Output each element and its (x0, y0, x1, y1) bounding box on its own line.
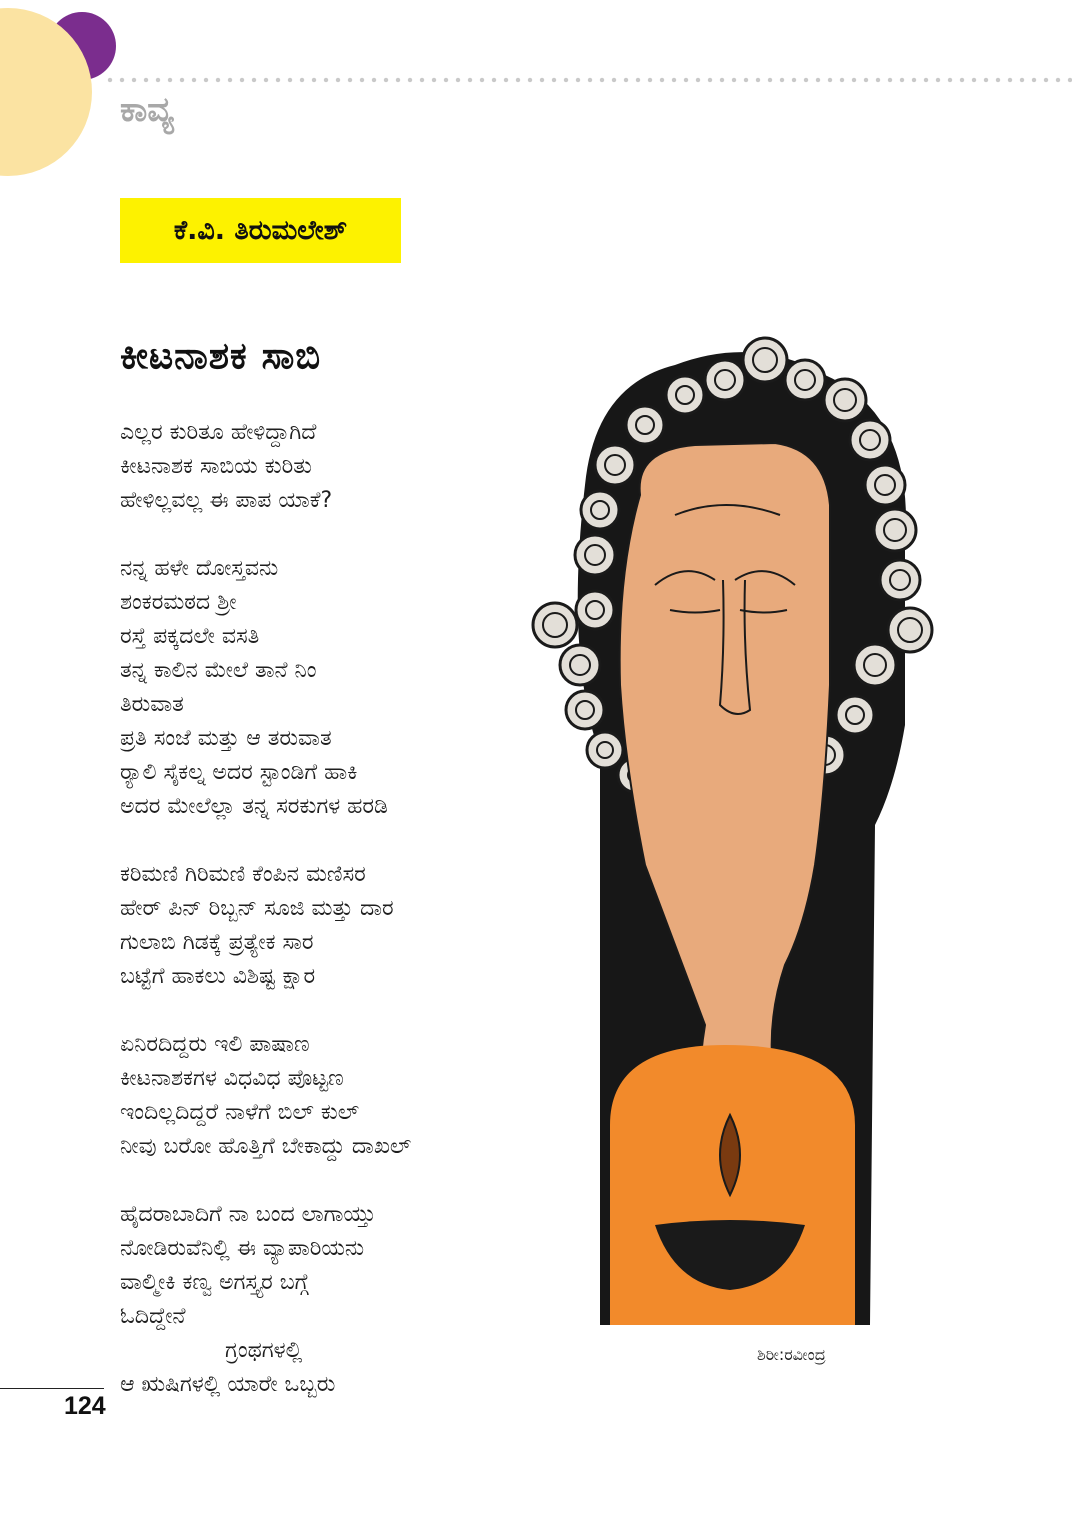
poem-line: ತನ್ನ ಕಾಲಿನ ಮೇಲೆ ತಾನೆ ನಿಂ (120, 658, 317, 683)
page-number: 124 (64, 1392, 106, 1420)
poem-body (120, 416, 540, 1402)
poem-line: ಶಂಕರಮಠದ ಶ್ರೀ (120, 590, 237, 615)
stanza-break (120, 518, 540, 552)
illustration-signature: ಶಿರೀ:ರವೀಂದ್ರ (757, 1345, 826, 1364)
poem-line: ಎಲ್ಲರ ಕುರಿತೂ ಹೇಳಿದ್ದಾಗಿದೆ (120, 420, 317, 445)
poem-line: ಹೈದರಾಬಾದಿಗೆ ನಾ ಬಂದ ಲಾಗಾಯ್ತು (120, 1202, 376, 1227)
poem-line: ರಸ್ತೆ ಪಕ್ಕದಲೇ ವಸತಿ (120, 624, 260, 649)
section-label: ಕಾವ್ಯ (120, 90, 174, 130)
poem-line: ಇಂದಿಲ್ಲದಿದ್ದರೆ ನಾಳೆಗೆ ಬಿಲ್ ಕುಲ್ (120, 1100, 360, 1125)
stanza-break (120, 1164, 540, 1198)
poem-line: ಹೇರ್ ಪಿನ್ ರಿಬ್ಬನ್ ಸೂಜಿ ಮತ್ತು ದಾರ (120, 896, 394, 921)
poem-line: ಕೀಟನಾಶಕ ಸಾಬಿಯ ಕುರಿತು (120, 454, 312, 479)
dotted-header-rule (104, 77, 1072, 83)
poem-line: ರ್‍ಯಾಲಿ ಸೈಕಲ್ನ ಅದರ ಸ್ಟಾಂಡಿಗೆ ಹಾಕಿ (120, 760, 358, 785)
poem-line: ಅದರ ಮೇಲೆಲ್ಲಾ ತನ್ನ ಸರಕುಗಳ ಹರಡಿ (120, 794, 388, 819)
poem-line: ಓದಿದ್ದೇನೆ (120, 1304, 186, 1329)
poem-line: ಕರಿಮಣಿ ಗಿರಿಮಣಿ ಕೆಂಪಿನ ಮಣಿಸರ (120, 862, 366, 887)
poem-line: ನೀವು ಬರೋ ಹೊತ್ತಿಗೆ ಬೇಕಾದ್ದು ದಾಖಲ್ (120, 1134, 412, 1159)
poem-line: ವಾಲ್ಮೀಕಿ ಕಣ್ವ ಅಗಸ್ತ್ಯರ ಬಗ್ಗೆ (120, 1270, 309, 1295)
footer-rule (0, 1388, 104, 1389)
poem-line: ಪ್ರತಿ ಸಂಜೆ ಮತ್ತು ಆ ತರುವಾತ (120, 726, 332, 751)
stanza-break (120, 824, 540, 858)
poem-line: ಆ ಋಷಿಗಳಲ್ಲಿ ಯಾರೇ ಒಬ್ಬರು (120, 1372, 336, 1397)
stanza-break (120, 994, 540, 1028)
poem-line-indented: ಗ್ರಂಥಗಳಲ್ಲಿ (225, 1338, 303, 1363)
poem-line: ತಿರುವಾತ (120, 692, 184, 717)
poem-line: ಬಟ್ಟೆಗೆ ಹಾಕಲು ವಿಶಿಷ್ಟ ಕ್ಷಾರ (120, 964, 316, 989)
poem-title: ಕೀಟನಾಶಕ ಸಾಬಿ (120, 334, 322, 377)
poem-line: ಏನಿರದಿದ್ದರು ಇಲಿ ಪಾಷಾಣ (120, 1032, 310, 1057)
poem-line: ನೋಡಿರುವೆನಿಲ್ಲಿ ಈ ವ್ಯಾಪಾರಿಯನು (120, 1236, 365, 1261)
poem-line: ಹೇಳಿಲ್ಲವಲ್ಲ ಈ ಪಾಪ ಯಾಕೆ? (120, 488, 333, 513)
poem-line: ಕೀಟನಾಶಕಗಳ ವಿಧವಿಧ ಪೊಟ್ಟಣ (120, 1066, 344, 1091)
poem-line: ನನ್ನ ಹಳೇ ದೋಸ್ತವನು (120, 556, 279, 581)
poet-illustration (525, 325, 945, 1375)
author-name (120, 198, 401, 263)
poem-line: ಗುಲಾಬಿ ಗಿಡಕ್ಕೆ ಪ್ರತ್ಯೇಕ ಸಾರ (120, 930, 314, 955)
corner-decoration (0, 0, 130, 180)
author-name-text: ಕೆ.ವಿ. ತಿರುಮಲೇಶ್ (173, 214, 348, 246)
